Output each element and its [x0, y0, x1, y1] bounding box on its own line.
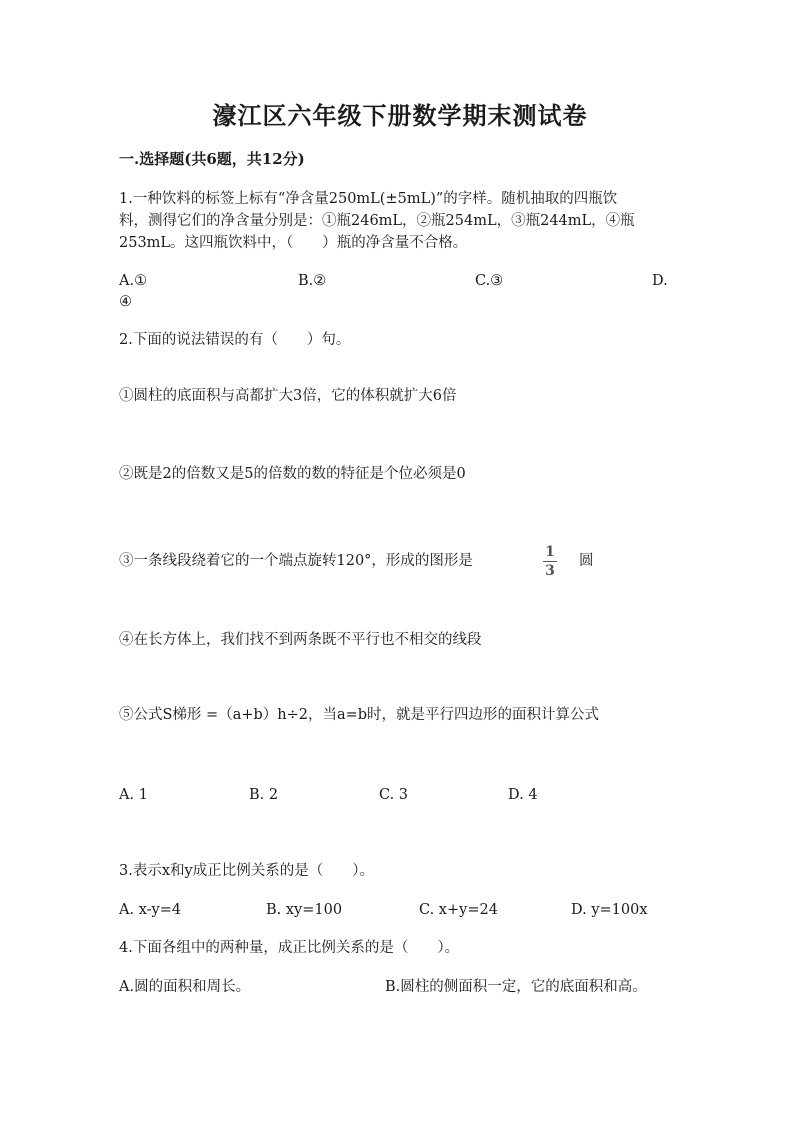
question-2-option-c: C. 3 [379, 787, 409, 803]
question-1-option-a: A.① [119, 273, 148, 289]
fraction-denominator: 3 [545, 563, 555, 579]
question-4-stem: 4.下面各组中的两种量，成正比例关系的是（ ）。 [119, 940, 460, 956]
fraction-numerator: 1 [545, 544, 555, 560]
fraction-one-third [541, 544, 559, 579]
question-2-stem: 2.下面的说法错误的有（ ）句。 [119, 332, 351, 348]
question-3-option-d: D. y=100x [571, 902, 648, 918]
question-2-statement-4: ④在长方体上，我们找不到两条既不平行也不相交的线段 [119, 632, 482, 648]
question-4-option-a: A.圆的面积和周长。 [119, 979, 251, 995]
question-1-option-b: B.② [298, 273, 327, 289]
question-1-option-d-value: ④ [119, 294, 132, 310]
question-3-stem: 3.表示x和y成正比例关系的是（ ）。 [119, 863, 374, 879]
question-4-option-b: B.圆柱的侧面积一定，它的底面积和高。 [385, 979, 647, 995]
question-2-statement-3: ③一条线段绕着它的一个端点旋转120°，形成的图形是 [119, 553, 473, 569]
question-1-line-2: 料，测得它们的净含量分别是：①瓶246mL，②瓶254mL，③瓶244mL，④瓶 [119, 213, 635, 229]
question-3-option-c: C. x+y=24 [419, 902, 498, 918]
question-1-option-d: D. [652, 273, 668, 289]
question-1-line-3: 253mL。这四瓶饮料中，（ ）瓶的净含量不合格。 [119, 235, 468, 251]
question-1-line-1: 1.一种饮料的标签上标有“净含量250mL(±5mL)”的字样。随机抽取的四瓶饮 [119, 191, 618, 207]
question-2-option-a: A. 1 [119, 787, 148, 803]
question-2-statement-2: ②既是2的倍数又是5的倍数的数的特征是个位必须是0 [119, 466, 466, 482]
question-1-option-c: C.③ [475, 273, 504, 289]
question-2-statement-5: ⑤公式S梯形 =（a+b）h÷2，当a=b时，就是平行四边形的面积计算公式 [119, 707, 600, 723]
page-title: 濠江区六年级下册数学期末测试卷 [212, 101, 588, 130]
question-2-statement-3-tail: 圆 [579, 553, 594, 569]
question-2-statement-1: ①圆柱的底面积与高都扩大3倍，它的体积就扩大6倍 [119, 388, 457, 404]
question-3-option-b: B. xy=100 [266, 902, 343, 918]
section-heading: 一.选择题(共6题，共12分) [119, 150, 305, 168]
fraction-bar [543, 561, 557, 562]
question-3-option-a: A. x-y=4 [119, 902, 182, 918]
question-2-option-d: D. 4 [508, 787, 538, 803]
question-2-option-b: B. 2 [249, 787, 279, 803]
